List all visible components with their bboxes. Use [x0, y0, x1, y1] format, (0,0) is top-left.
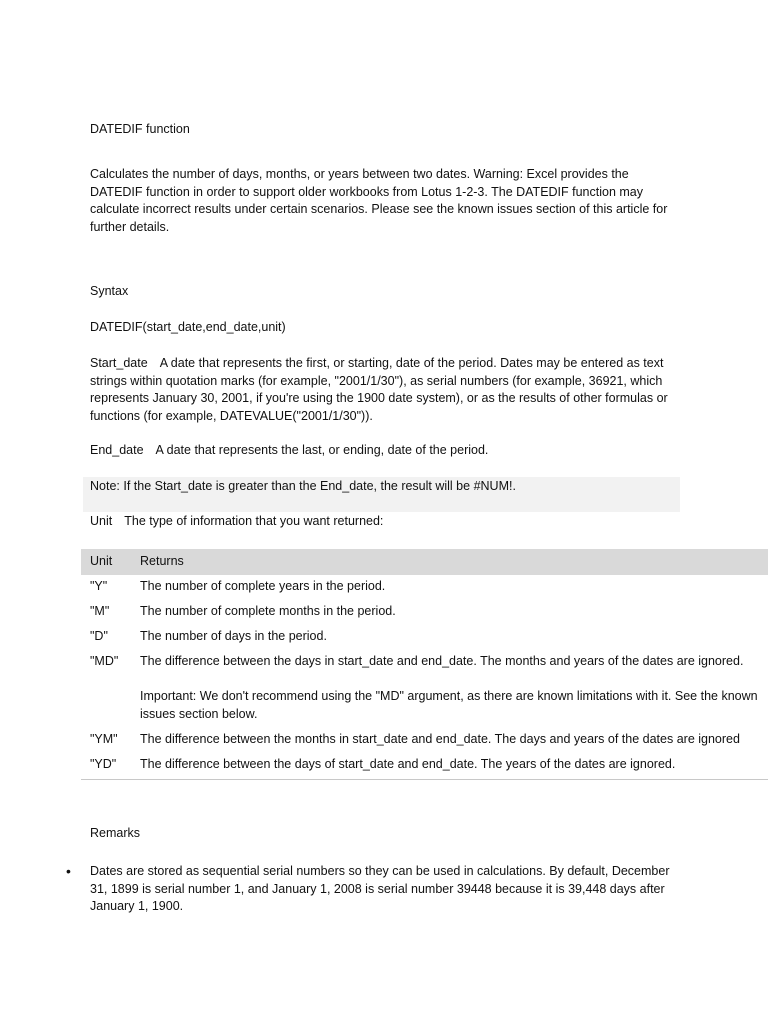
start-date-paragraph [90, 355, 680, 425]
unit-description: The type of information that you want returned: [124, 514, 384, 528]
table-cell-returns: The number of days in the period. [140, 629, 327, 643]
start-date-description: A date that represents the first, or starting, date of the period. Dates may be entered as text strings within quotation marks (for example, "2001/1/30"), as serial numbers (for example, 36921, which represents January 30, 2001, if you're using the 1900 date system), or as the results of other formulas or functions (for example, DATEVALUE("2001/1/30")). [90, 356, 668, 423]
unit-table [81, 549, 768, 780]
remarks-heading: Remarks [90, 826, 141, 840]
unit-term: Unit [90, 514, 113, 528]
important-note-line-1: Important: We don't recommend using the "MD" argument, as there are known limitations with it. See the known [140, 689, 758, 703]
table-cell-unit: "YD" [90, 757, 117, 771]
bullet-icon: • [66, 863, 71, 879]
table-row [81, 753, 768, 779]
table-header-unit: Unit [90, 554, 113, 568]
table-cell-unit: "M" [90, 604, 110, 618]
syntax-heading: Syntax [90, 284, 129, 298]
end-date-paragraph [90, 442, 680, 460]
page-title: DATEDIF function [90, 122, 190, 136]
syntax-signature: DATEDIF(start_date,end_date,unit) [90, 320, 286, 334]
table-cell-returns: The difference between the months in start_date and end_date. The days and years of the dates are ignored [140, 732, 740, 746]
note-text: Note: If the Start_date is greater than the End_date, the result will be #NUM!. [90, 479, 516, 493]
end-date-term: End_date [90, 443, 144, 457]
table-row [81, 728, 768, 753]
table-cell-unit: "YM" [90, 732, 118, 746]
table-row [81, 650, 768, 728]
start-date-term: Start_date [90, 356, 148, 370]
table-cell-returns: The number of complete months in the period. [140, 604, 396, 618]
unit-paragraph [90, 513, 680, 531]
intro-paragraph: Calculates the number of days, months, or years between two dates. Warning: Excel provides the DATEDIF function in order to support older workbooks from Lotus 1-2-3. The DATEDIF function may calculate incorrect results under certain scenarios. Please see the known issues section of this article for further details. [90, 167, 668, 234]
table-cell-returns: The number of complete years in the period. [140, 579, 386, 593]
table-cell-returns: The difference between the days in start_date and end_date. The months and years of the dates are ignored. [140, 654, 744, 668]
table-header-row [81, 549, 768, 575]
table-header-returns: Returns [140, 554, 184, 568]
table-cell-returns: The difference between the days of start_date and end_date. The years of the dates are ignored. [140, 757, 676, 771]
table-row [81, 625, 768, 650]
end-date-description: A date that represents the last, or ending, date of the period. [155, 443, 489, 457]
remark-list-item: Dates are stored as sequential serial numbers so they can be used in calculations. By default, December 31, 1899 is serial number 1, and January 1, 2008 is serial number 39448 because it is 39,448 days after January 1, 1900. [90, 864, 670, 913]
table-row [81, 575, 768, 600]
table-row [81, 600, 768, 625]
table-cell-unit: "MD" [90, 654, 119, 668]
important-note-line-2: issues section below. [140, 707, 258, 721]
table-cell-unit: "D" [90, 629, 108, 643]
table-cell-unit: "Y" [90, 579, 108, 593]
